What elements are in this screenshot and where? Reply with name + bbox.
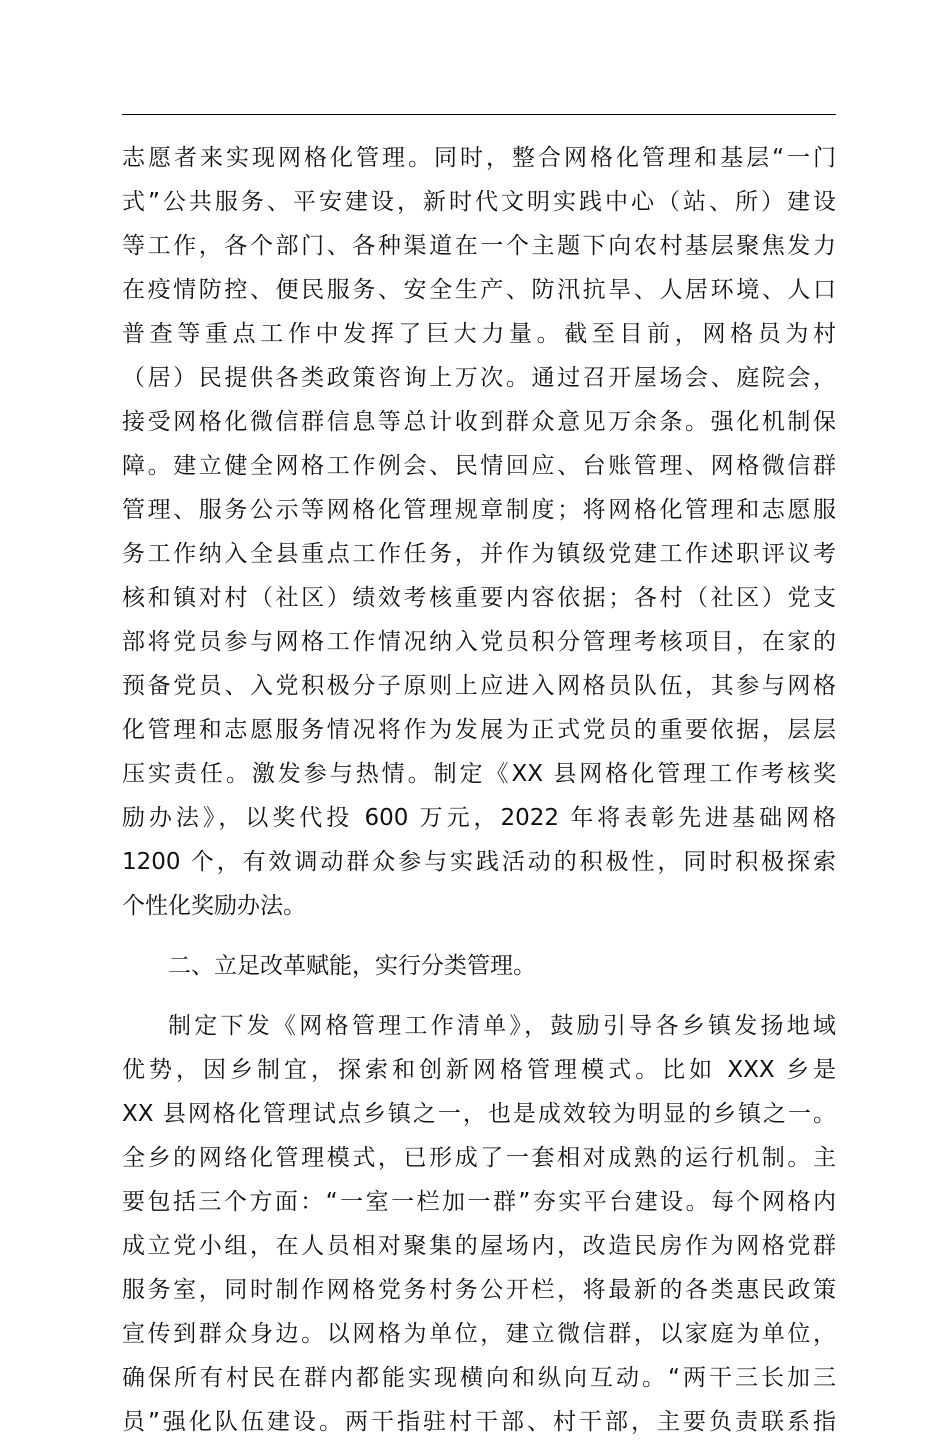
text-line: 全乡的网络化管理模式，已形成了一套相对成熟的运行机制。主 <box>122 1145 836 1171</box>
text-line: 要包括三个方面：“一室一栏加一群”夯实平台建设。每个网格内 <box>122 1189 836 1215</box>
text-line: 核和镇对村（社区）绩效考核重要内容依据；各村（社区）党支 <box>122 585 836 611</box>
text-line: （居）民提供各类政策咨询上万次。通过召开屋场会、庭院会， <box>122 365 836 391</box>
text-line: 式”公共服务、平安建设，新时代文明实践中心（站、所）建设 <box>122 189 836 215</box>
section-heading <box>122 944 836 988</box>
header-rule <box>122 114 836 115</box>
section-heading-text: 二、立足改革赋能，实行分类管理。 <box>168 953 536 979</box>
text-line: 个性化奖励办法。 <box>122 893 306 919</box>
paragraph-1 <box>122 136 836 928</box>
text-line: 部将党员参与网格工作情况纳入党员积分管理考核项目，在家的 <box>122 629 836 655</box>
text-line: 普查等重点工作中发挥了巨大力量。截至目前，网格员为村 <box>122 321 836 347</box>
text-line: 励办法》，以奖代投 600 万元，2022 年将表彰先进基础网格 <box>122 805 836 831</box>
text-line: 障。建立健全网格工作例会、民情回应、台账管理、网格微信群 <box>122 453 836 479</box>
text-line: XX 县网格化管理试点乡镇之一，也是成效较为明显的乡镇之一。 <box>122 1101 836 1127</box>
text-line: 管理、服务公示等网格化管理规章制度；将网格化管理和志愿服 <box>122 497 836 523</box>
text-line: 成立党小组，在人员相对聚集的屋场内，改造民房作为网格党群 <box>122 1233 836 1259</box>
document-body <box>122 136 836 1444</box>
text-line: 确保所有村民在群内都能实现横向和纵向互动。“两干三长加三 <box>122 1365 836 1391</box>
text-line: 宣传到群众身边。以网格为单位，建立微信群，以家庭为单位， <box>122 1321 836 1347</box>
text-line: 接受网格化微信群信息等总计收到群众意见万余条。强化机制保 <box>122 409 836 435</box>
text-line: 员”强化队伍建设。两干指驻村干部、村干部，主要负责联系指 <box>122 1409 836 1435</box>
text-line: 优势，因乡制宜，探索和创新网格管理模式。比如 XXX 乡是 <box>122 1057 836 1083</box>
text-line: 务工作纳入全县重点工作任务，并作为镇级党建工作述职评议考 <box>122 541 836 567</box>
text-line: 等工作，各个部门、各种渠道在一个主题下向农村基层聚焦发力 <box>122 233 836 259</box>
text-line: 1200 个，有效调动群众参与实践活动的积极性，同时积极探索 <box>122 849 836 875</box>
paragraph-2 <box>122 1004 836 1444</box>
text-line: 化管理和志愿服务情况将作为发展为正式党员的重要依据，层层 <box>122 717 836 743</box>
text-line: 制定下发《网格管理工作清单》，鼓励引导各乡镇发扬地域 <box>168 1013 836 1039</box>
text-line: 服务室，同时制作网格党务村务公开栏，将最新的各类惠民政策 <box>122 1277 836 1303</box>
text-line: 预备党员、入党积极分子原则上应进入网格员队伍，其参与网格 <box>122 673 836 699</box>
text-line: 压实责任。激发参与热情。制定《XX 县网格化管理工作考核奖 <box>122 761 836 787</box>
text-line: 在疫情防控、便民服务、安全生产、防汛抗旱、人居环境、人口 <box>122 277 836 303</box>
text-line: 志愿者来实现网格化管理。同时，整合网格化管理和基层“一门 <box>122 145 836 171</box>
